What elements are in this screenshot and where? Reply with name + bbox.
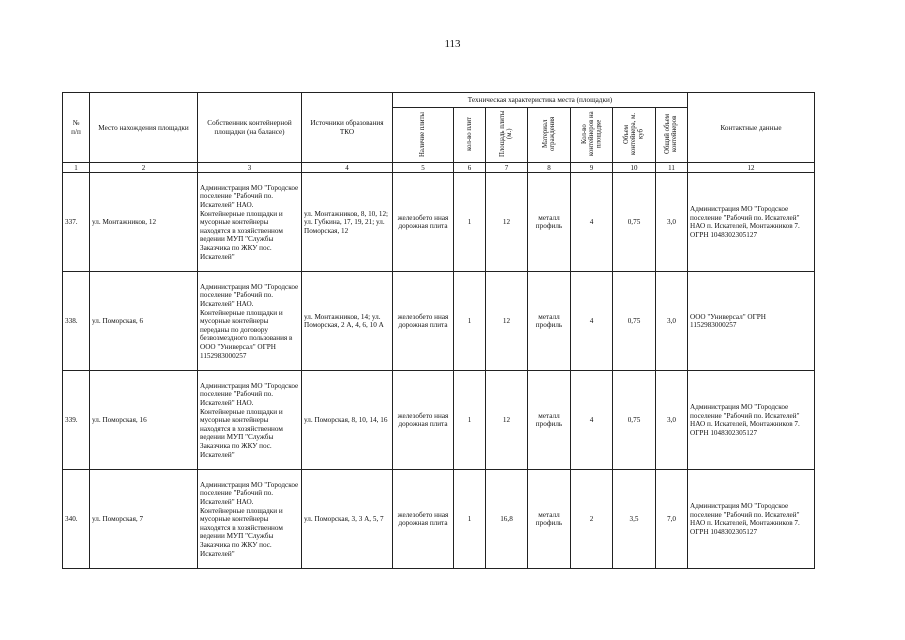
column-number: 10 [613, 163, 656, 173]
row-containers: 4 [571, 371, 613, 470]
header-plate-count: кол-во плит [465, 117, 473, 151]
column-number: 6 [454, 163, 486, 173]
row-plate-area: 12 [486, 173, 528, 272]
row-plate-count: 1 [454, 173, 486, 272]
header-owner: Собственник контейнерной площадки (на балансе) [198, 93, 302, 163]
row-containers: 4 [571, 173, 613, 272]
header-container-count-cell [571, 108, 613, 163]
header-row-1 [63, 93, 815, 108]
row-owner: Администрация МО "Городское поселение "Рабочий по. Искателей" НАО. Контейнерные площадки и мусорные контейнеры находятся в хозяйственном ведении МУП "Службы Заказчика по ЖКУ пос. Искателей" [198, 470, 302, 569]
column-number: 11 [656, 163, 688, 173]
container-sites-table [62, 92, 815, 569]
header-num: № п/п [63, 93, 90, 163]
header-plate-count-cell [454, 108, 486, 163]
row-sources: ул. Монтажников, 8, 10, 12; ул. Губкина, 17, 19, 21; ул. Поморская, 12 [302, 173, 393, 272]
row-plate-count: 1 [454, 470, 486, 569]
row-owner: Администрация МО "Городское поселение "Рабочий по. Искателей" НАО. Контейнерные площадки и мусорные контейнеры находятся в хозяйственном ведении МУП "Службы Заказчика по ЖКУ пос. Искателей" [198, 173, 302, 272]
row-plate: железобето нная дорожная плита [393, 173, 454, 272]
row-total: 3,0 [656, 371, 688, 470]
row-volume: 0,75 [613, 272, 656, 371]
row-volume: 0,75 [613, 173, 656, 272]
row-contacts: Администрация МО "Городское поселение "Рабочий по. Искателей" НАО п. Искателей, Монтажников 7. ОГРН 1048302305127 [688, 173, 815, 272]
row-location: ул. Поморская, 7 [90, 470, 198, 569]
row-containers: 2 [571, 470, 613, 569]
table-row [63, 371, 815, 470]
row-total: 3,0 [656, 272, 688, 371]
header-plate: Наличие плиты [419, 111, 427, 157]
row-contacts: ООО "Универсал" ОГРН 1152983000257 [688, 272, 815, 371]
row-number: 338. [63, 272, 90, 371]
column-number: 4 [302, 163, 393, 173]
row-sources: ул. Поморская, 3, 3 А, 5, 7 [302, 470, 393, 569]
row-location: ул. Поморская, 16 [90, 371, 198, 470]
row-number: 337. [63, 173, 90, 272]
row-fence: металл профиль [528, 371, 571, 470]
column-number: 7 [486, 163, 528, 173]
row-contacts: Администрация МО "Городское поселение "Рабочий по. Искателей" НАО п. Искателей, Монтажников 7. ОГРН 1048302305127 [688, 371, 815, 470]
row-contacts: Администрация МО "Городское поселение "Рабочий по. Искателей" НАО п. Искателей, Монтажников 7. ОГРН 1048302305127 [688, 470, 815, 569]
table-row [63, 173, 815, 272]
row-plate-area: 16,8 [486, 470, 528, 569]
row-fence: металл профиль [528, 470, 571, 569]
row-number: 339. [63, 371, 90, 470]
row-plate-area: 12 [486, 371, 528, 470]
row-owner: Администрация МО "Городское поселение "Рабочий по. Искателей" НАО. Контейнерные площадки и мусорные контейнеры переданы по договору безвозмездного пользования в ООО "Универсал" ОГРН 1152983000257 [198, 272, 302, 371]
header-location: Место нахождения площадки [90, 93, 198, 163]
column-number-row [63, 163, 815, 173]
row-volume: 0,75 [613, 371, 656, 470]
header-container-volume-cell [613, 108, 656, 163]
header-total-volume-cell [656, 108, 688, 163]
column-number: 9 [571, 163, 613, 173]
column-number: 3 [198, 163, 302, 173]
row-volume: 3,5 [613, 470, 656, 569]
row-location: ул. Монтажников, 12 [90, 173, 198, 272]
row-plate-count: 1 [454, 272, 486, 371]
row-containers: 4 [571, 272, 613, 371]
row-plate-area: 12 [486, 272, 528, 371]
row-plate-count: 1 [454, 371, 486, 470]
page-number: 113 [444, 38, 461, 50]
column-number: 12 [688, 163, 815, 173]
row-plate: железобето нная дорожная плита [393, 371, 454, 470]
header-sources: Источники образования ТКО [302, 93, 393, 163]
row-sources: ул. Поморская, 8, 10, 14, 16 [302, 371, 393, 470]
header-plate-area-cell [486, 108, 528, 163]
header-tech-group: Техническая характеристика места (площадки) [393, 93, 688, 108]
row-plate: железобето нная дорожная плита [393, 272, 454, 371]
row-number: 340. [63, 470, 90, 569]
header-plate-area: Площадь плиты (м.) [499, 110, 514, 158]
column-number: 8 [528, 163, 571, 173]
header-fence-material: Материал ограждения [541, 116, 556, 152]
header-contacts: Контактные данные [688, 93, 815, 163]
table-row [63, 470, 815, 569]
column-number: 2 [90, 163, 198, 173]
header-fence-cell [528, 108, 571, 163]
header-container-volume: Объем контейнера, м. куб [623, 112, 645, 156]
header-container-count: Кол-во контейнеров на площадке [580, 111, 603, 157]
row-sources: ул. Монтажников, 14; ул. Поморская, 2 А, 4, 6, 10 А [302, 272, 393, 371]
header-total-volume: Общий объем контейнеров [664, 113, 679, 155]
column-number: 1 [63, 163, 90, 173]
row-fence: металл профиль [528, 272, 571, 371]
row-plate: железобето нная дорожная плита [393, 470, 454, 569]
row-fence: металл профиль [528, 173, 571, 272]
table-row [63, 272, 815, 371]
column-number: 5 [393, 163, 454, 173]
header-plate-cell [393, 108, 454, 163]
row-location: ул. Поморская, 6 [90, 272, 198, 371]
row-total: 7,0 [656, 470, 688, 569]
row-total: 3,0 [656, 173, 688, 272]
row-owner: Администрация МО "Городское поселение "Рабочий по. Искателей" НАО. Контейнерные площадки и мусорные контейнеры находятся в хозяйственном ведении МУП "Службы Заказчика по ЖКУ пос. Искателей" [198, 371, 302, 470]
